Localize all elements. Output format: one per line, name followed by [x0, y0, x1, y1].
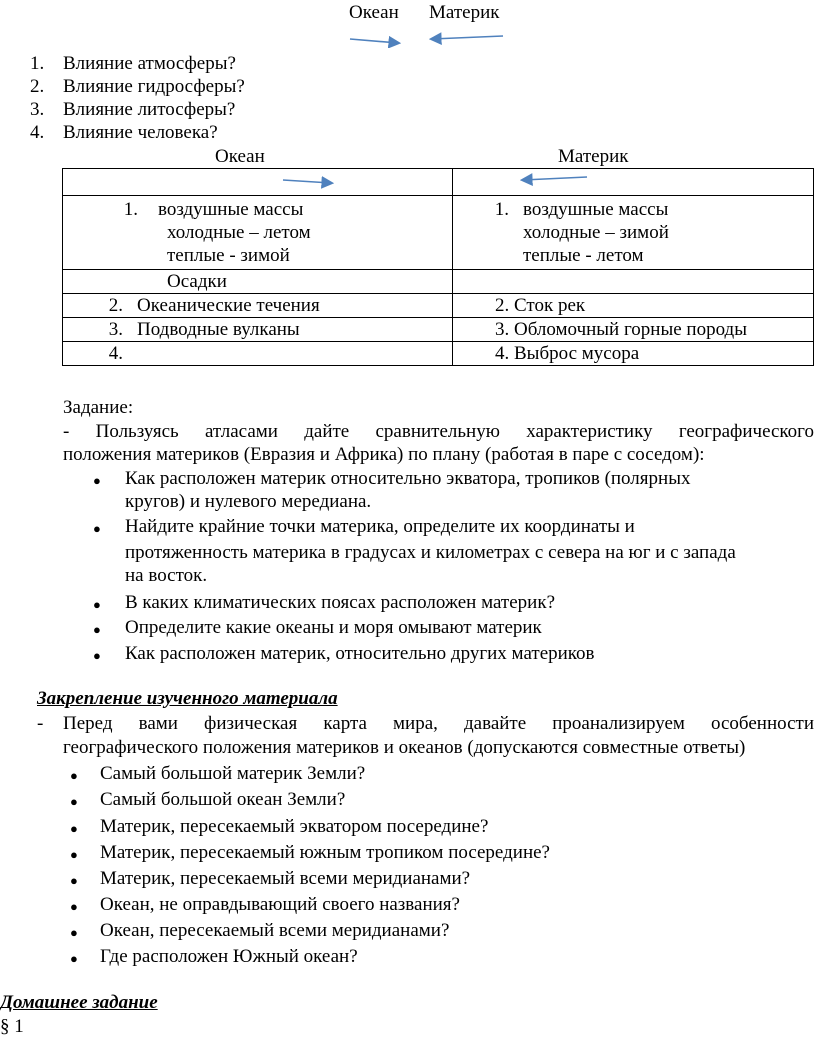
table-row [63, 294, 814, 318]
cell-text: холодные – летом [167, 222, 311, 243]
cell-text: Подводные вулканы [137, 319, 300, 340]
cell-num: 2. [108, 295, 123, 316]
table-cell [453, 196, 814, 270]
list-item: кругов) и нулевого мередиана. [125, 491, 372, 512]
bullet-icon: ● [93, 473, 101, 488]
bullet-icon: ● [93, 622, 101, 637]
header-continent: Материк [429, 2, 500, 23]
consolidation-line-2: географического положения материков и океанов (допускаются совместные ответы) [63, 737, 746, 758]
bullet-icon: ● [70, 847, 78, 862]
list-item: Найдите крайние точки материка, определите их координаты и [125, 516, 635, 537]
bullet-icon: ● [70, 821, 78, 836]
list-item: Как расположен материк, относительно других материков [125, 643, 595, 664]
consolidation-dash: - [37, 713, 44, 734]
bullet-icon: ● [70, 794, 78, 809]
question-num: 4. [30, 122, 45, 143]
question-text: Влияние атмосферы? [63, 53, 236, 74]
header-ocean: Океан [349, 2, 399, 23]
cell-text: 2. Сток рек [495, 295, 586, 316]
question-num: 1. [30, 53, 45, 74]
table-cell [63, 196, 453, 270]
arrow-cell-ocean [63, 169, 453, 196]
cell-text: 4. Выброс мусора [495, 343, 640, 364]
consolidation-line-1: Перед вами физическая карта мира, давайте проанализируем особенности [63, 713, 814, 734]
table-cell [63, 342, 453, 366]
question-text: Влияние литосферы? [63, 99, 236, 120]
arrow-right-icon [281, 173, 341, 189]
task-line-1: - Пользуясь атласами дайте сравнительную характеристику географического [63, 421, 814, 442]
table-row [63, 342, 814, 366]
task-title: Задание: [63, 397, 134, 418]
bullet-icon: ● [93, 521, 101, 536]
table-cell [63, 318, 453, 342]
cell-text: холодные – зимой [523, 222, 669, 243]
arrow-right-icon [350, 39, 398, 43]
homework-title: Домашнее задание [0, 992, 158, 1013]
list-item: Определите какие океаны и моря омывают материк [125, 617, 542, 638]
arrow-left-icon [432, 36, 503, 39]
bullet-icon: ● [70, 899, 78, 914]
table-row [63, 318, 814, 342]
bullet-icon: ● [70, 925, 78, 940]
arrow-left-icon [513, 171, 593, 187]
table-heading-continent: Материк [558, 146, 629, 167]
cell-num: 3. [108, 319, 123, 340]
list-item: Материк, пересекаемый южным тропиком посередине? [100, 842, 550, 863]
table-row [63, 169, 814, 196]
bullet-icon: ● [93, 648, 101, 663]
header-arrows [348, 30, 508, 48]
table-cell [453, 270, 814, 294]
cell-num: 1. [494, 199, 509, 220]
arrow-cell-continent [453, 169, 814, 196]
table-row [63, 196, 814, 270]
cell-num: 4. [108, 343, 123, 364]
bullet-icon: ● [70, 768, 78, 783]
bullet-icon: ● [93, 597, 101, 612]
bullet-icon: ● [70, 951, 78, 966]
homework-text: § 1 [0, 1016, 24, 1037]
table-heading-ocean: Океан [215, 146, 265, 167]
cell-text: воздушные массы [523, 199, 669, 220]
question-num: 3. [30, 99, 45, 120]
cell-text: 3. Обломочный горные породы [495, 319, 747, 340]
consolidation-title: Закрепление изученного материала [37, 688, 338, 709]
table-cell [453, 294, 814, 318]
table-cell [63, 270, 453, 294]
list-item: Где расположен Южный океан? [100, 946, 358, 967]
comparison-table [62, 168, 814, 366]
list-item: Материк, пересекаемый экватором посередине? [100, 816, 489, 837]
list-item: Океан, не оправдывающий своего названия? [100, 894, 460, 915]
cell-num: 1. [123, 199, 138, 220]
table-cell [63, 294, 453, 318]
cell-text: теплые - летом [523, 245, 644, 266]
question-num: 2. [30, 76, 45, 97]
table-cell [453, 318, 814, 342]
list-item: на восток. [125, 565, 208, 586]
cell-text: теплые - зимой [167, 245, 290, 266]
cell-text: Осадки [167, 271, 227, 292]
question-text: Влияние гидросферы? [63, 76, 245, 97]
list-item: В каких климатических поясах расположен материк? [125, 592, 555, 613]
cell-text: Океанические течения [137, 295, 320, 316]
list-item: Океан, пересекаемый всеми меридианами? [100, 920, 450, 941]
list-item: Самый большой материк Земли? [100, 763, 366, 784]
list-item: протяженность материка в градусах и километрах с севера на юг и с запада [125, 542, 736, 563]
table-cell [453, 342, 814, 366]
table-row [63, 270, 814, 294]
bullet-icon: ● [70, 873, 78, 888]
task-line-2: положения материков (Евразия и Африка) по плану (работая в паре с соседом): [63, 444, 705, 465]
question-text: Влияние человека? [63, 122, 218, 143]
list-item: Самый большой океан Земли? [100, 789, 346, 810]
list-item: Как расположен материк относительно экватора, тропиков (полярных [125, 468, 691, 489]
list-item: Материк, пересекаемый всеми меридианами? [100, 868, 471, 889]
cell-text: воздушные массы [158, 199, 304, 220]
